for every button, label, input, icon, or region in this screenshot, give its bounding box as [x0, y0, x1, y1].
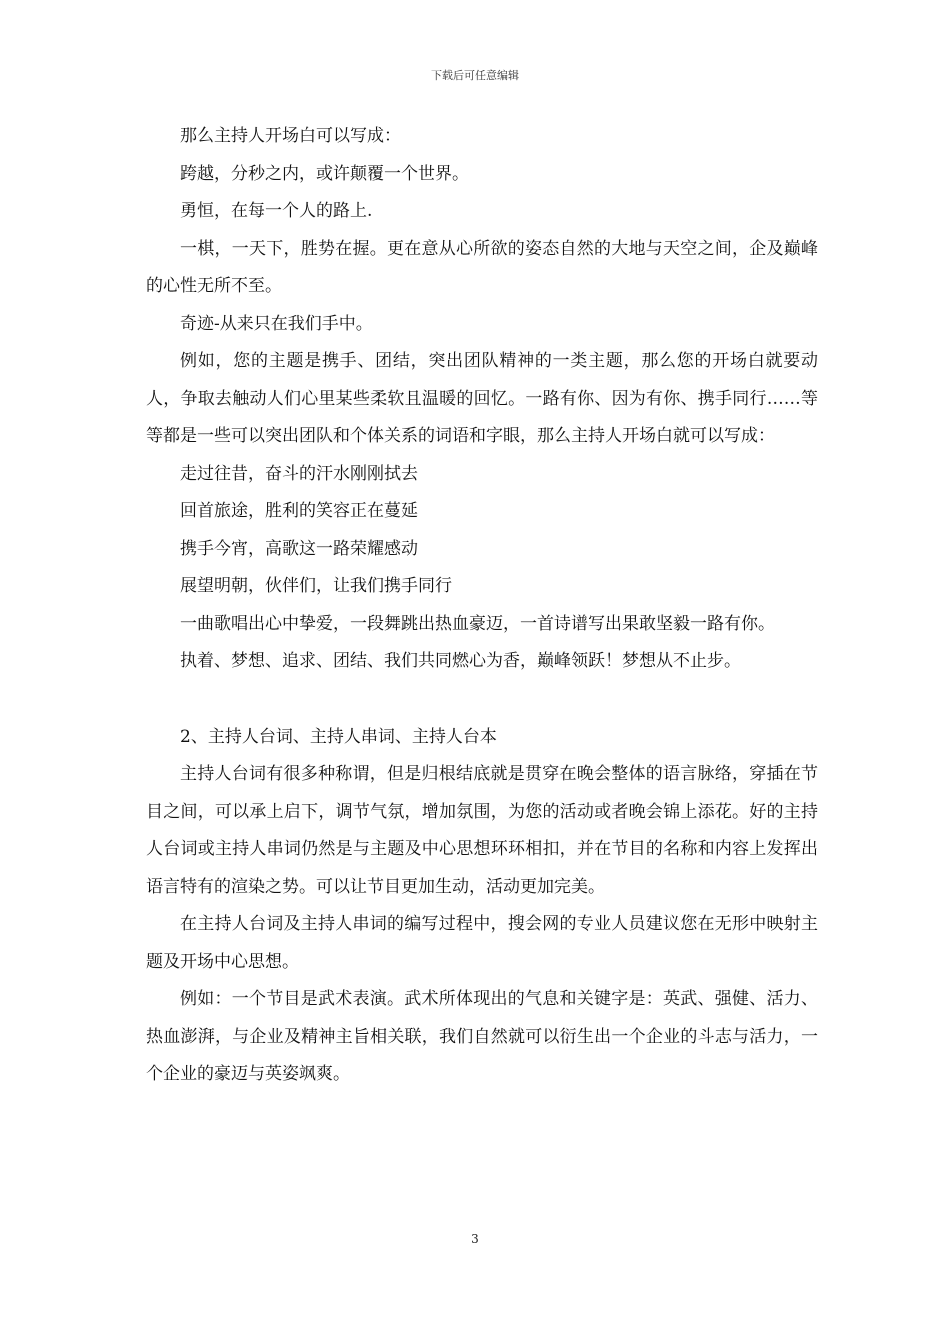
poem-line: 展望明朝，伙伴们，让我们携手同行: [180, 576, 452, 596]
poem-line: 携手今宵，高歌这一路荣耀感动: [180, 538, 418, 559]
page-number: 3: [471, 1232, 479, 1246]
paragraph: 在主持人台词及主持人串词的编写过程中，搜会网的专业人员建议您在无形中映射主题及开场中心思想。: [146, 914, 818, 972]
section-heading: 2、主持人台词、主持人串词、主持人台本: [180, 726, 497, 747]
poem-line: 走过往昔，奋斗的汗水刚刚拭去: [180, 463, 418, 484]
paragraph: 执着、梦想、追求、团结、我们共同燃心为香，巅峰领跃！梦想从不止步。: [180, 651, 741, 671]
paragraph: 勇恒，在每一个人的路上.: [180, 201, 373, 221]
paragraph: 那么主持人开场白可以写成：: [180, 126, 401, 146]
poem-line: 回首旅途，胜利的笑容正在蔓延: [180, 501, 418, 521]
document-body: [146, 118, 818, 1094]
paragraph: 例如，您的主题是携手、团结，突出团队精神的一类主题，那么您的开场白就要动人，争取去触动人们心里某些柔软且温暖的回忆。一路有你、因为有你、携手同行……等等都是一些可以突出团队和个体关系的词语和字眼，那么主持人开场白就可以写成：: [146, 351, 818, 446]
page-header: 下载后可任意编辑: [431, 69, 519, 82]
paragraph: 主持人台词有很多种称谓，但是归根结底就是贯穿在晚会整体的语言脉络，穿插在节目之间，可以承上启下，调节气氛，增加氛围，为您的活动或者晚会锦上添花。好的主持人台词或主持人串词仍然是与主题及中心思想环环相扣，并在节目的名称和内容上发挥出语言特有的渲染之势。可以让节目更加生动，活动更加完美。: [146, 764, 818, 897]
paragraph: 例如：一个节目是武术表演。武术所体现出的气息和关键字是：英武、强健、活力、热血澎湃，与企业及精神主旨相关联，我们自然就可以衍生出一个企业的斗志与活力，一个企业的豪迈与英姿飒爽。: [146, 989, 818, 1084]
paragraph: 奇迹-从来只在我们手中。: [180, 313, 373, 334]
paragraph: 跨越，分秒之内，或许颠覆一个世界。: [180, 163, 469, 184]
paragraph: 一棋，一天下，胜势在握。更在意从心所欲的姿态自然的大地与天空之间，企及巅峰的心性无所不至。: [146, 238, 818, 296]
paragraph: 一曲歌唱出心中挚爱，一段舞跳出热血豪迈，一首诗谱写出果敢坚毅一路有你。: [180, 613, 775, 634]
